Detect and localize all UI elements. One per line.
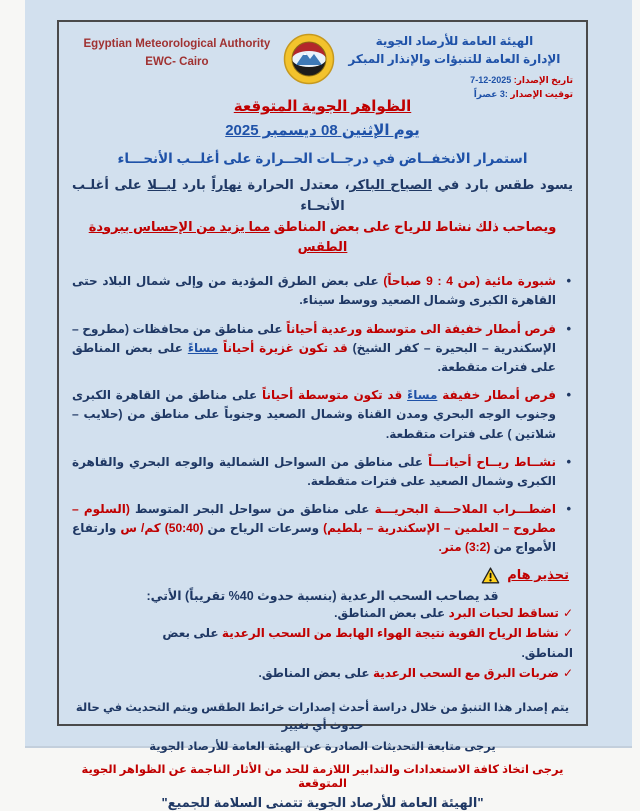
bullet-icon: •	[566, 387, 571, 403]
intro-line2: ويصاحب ذلك نشاط للرياح على بعض المناطق مما يزيد من الإحساس ببرودة الطقس	[88, 218, 557, 255]
warning-effect-downburst: ✓نشاط الرياح القوية نتيجة الهواء الهابط من السحب الرعدية على بعض المناطق.	[162, 625, 573, 660]
page-title: الظواهر الجوية المتوقعة	[233, 98, 412, 115]
bullet-icon: •	[566, 320, 571, 336]
forecast-list	[72, 272, 573, 557]
check-icon: ✓	[562, 625, 573, 640]
footer-note-update: يتم إصدار هذا التنبؤ من خلال دراسة أحدث إصدارات خرائط الطقس ويتم التحديث في حالة حدوث أي تغيير	[75, 702, 570, 732]
intro-line1: يسود طقس بارد في الصباح الباكر، معتدل الحرارة نهاراً بارد ليــلا على أغلـب الأنحـاء	[72, 177, 573, 213]
warning-header	[72, 567, 573, 584]
warning-effects-list	[72, 603, 573, 684]
issue-time: توقيت الإصدار :3 عصراً	[473, 88, 573, 99]
bulletin-page	[25, 0, 632, 810]
warning-intro: قد يصاحب السحب الرعدية (بنسبة حدوث 40% تقريباً) الأتي:	[146, 588, 499, 603]
check-icon: ✓	[562, 605, 573, 620]
bullet-icon: •	[566, 273, 571, 289]
header	[72, 22, 573, 99]
org-name-arabic	[336, 32, 573, 68]
warning-triangle-icon	[481, 567, 500, 584]
issue-date: تاريخ الإصدار: 2025-12-7	[470, 75, 573, 85]
warning-effect-hail: ✓تساقط لحبات البرد على بعض المناطق.	[334, 605, 573, 620]
forecast-date-title: يوم الإثنين 08 ديسمبر 2025	[225, 122, 420, 139]
authority-logo-icon	[282, 32, 336, 85]
org-name-arabic-block	[336, 32, 573, 101]
org-en-line2: EWC- Cairo	[145, 55, 209, 68]
forecast-item-rain-cairo: • فرص أمطار خفيفة مساءً قد تكون متوسطة أحياناً على مناطق من القاهرة الكبرى وجنوب الوجه البحري ومدن القناة وشمال الصعيد وجنوباً على مناطق من (حلايب – شلاتين ) على فترات متقطعة.	[72, 387, 571, 441]
forecast-item-fog: • شبورة مائية (من 4 : 9 صباحاً) على بعض الطرق المؤدية من وإلى شمال البلاد حتى القاهرة الكبرى وشمال الصعيد ووسط سيناء.	[72, 273, 571, 308]
warning-effect-lightning: ✓ضربات البرق مع السحب الرعدية على بعض المناطق.	[258, 666, 573, 681]
footer-note-follow: يرجى متابعة التحديثات الصادرة عن الهيئة العامة للأرصاد الجوية	[149, 740, 496, 753]
warning-title: تحذير هام	[507, 567, 569, 583]
headline: استمرار الانخفــاض في درجــات الحــرارة على أغلــب الأنحـــاء	[117, 151, 528, 166]
bullet-icon: •	[566, 501, 571, 517]
ema-emblem-icon	[283, 33, 335, 85]
org-ar-line2: الإدارة العامة للتنبؤات والإنذار المبكر	[348, 52, 561, 66]
org-ar-line1: الهيئة العامة للأرصاد الجوية	[375, 34, 534, 48]
forecast-item-rain-north: • فرص أمطار خفيفة الى متوسطة ورعدية أحياناً على مناطق من محافظات (مطروح – الإسكندرية – البحيرة – كفر الشيخ) قد تكون غزيرة أحياناً مساءً على بعض المناطق على فترات متقطعة.	[72, 320, 571, 374]
org-name-english	[72, 32, 282, 72]
check-icon: ✓	[562, 666, 573, 681]
footer-note-precautions: يرجى اتخاذ كافة الاستعدادات والتدابير اللازمة للحد من الأثار الناجمة عن الظواهر الجوية المتوقعة	[81, 763, 564, 790]
org-en-line1: Egyptian Meteorological Authority	[83, 38, 271, 50]
intro-paragraph	[72, 175, 573, 258]
bullet-icon: •	[566, 453, 571, 469]
forecast-item-wind: • نشــاط ريــاح أحيانـــاً على مناطق من السواحل الشمالية والوجه البحري والقاهرة الكبرى وشمال الصعيد على فترات متقطعة.	[72, 453, 571, 488]
footer-safety-wish: "الهيئة العامة للأرصاد الجوية تتمنى السلامة للجميع"	[161, 794, 484, 810]
bulletin-frame	[57, 20, 588, 810]
forecast-item-marine: • اضطـــراب الملاحـــة البحريـــة على مناطق من سواحل البحر المتوسط (السلوم – مطروح – العلمين – الإسكندرية – بلطيم) وسرعات الرياح من (50:40) كم/ س وارتفاع الأمواج من (3:2) متر.	[72, 501, 571, 555]
